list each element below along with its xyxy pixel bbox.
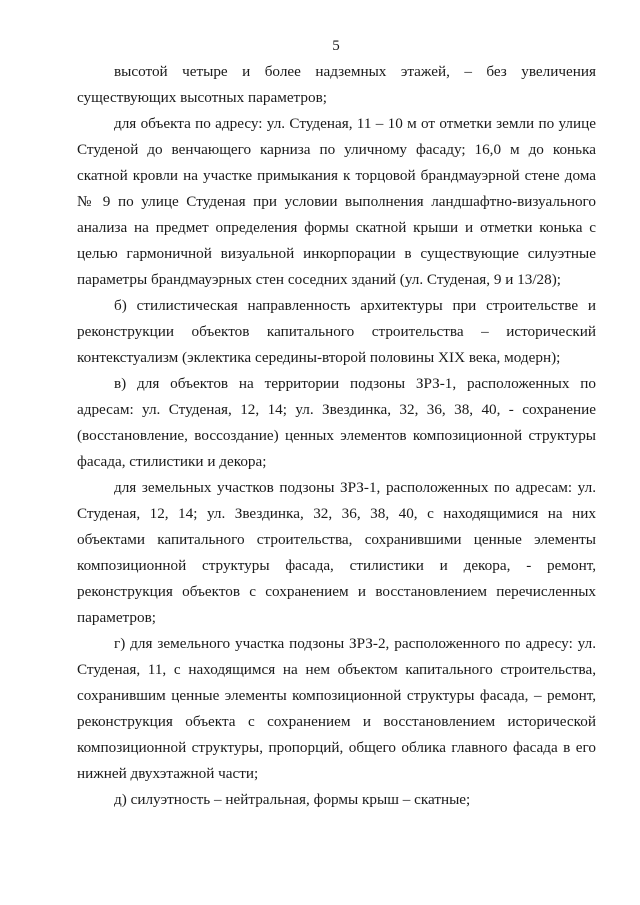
- paragraph-zrz1-objects: в) для объектов на территории подзоны ЗРЗ-1, расположенных по адресам: ул. Студеная, 12, 14; ул. Звездинка, 32, 36, 38, 40, - сохранение (восстановление, воссоздание) ценных элементов композиционной структуры фасада, стилистики и декора;: [77, 375, 596, 470]
- paragraph-height-limit-continuation: высотой четыре и более надземных этажей, – без увеличения существующих высотных параметров;: [77, 63, 596, 106]
- paragraph-zrz1-land-plots: для земельных участков подзоны ЗРЗ-1, расположенных по адресам: ул. Студеная, 12, 14; ул. Звездинка, 32, 36, 38, 40, с находящимися на них объектами капитального строительства, сохранившими ценные элементы композиционной структуры фасада, стилистики и декора, - ремонт, реконструкция объектов с сохранением и восстановлением перечисленных параметров;: [77, 479, 596, 626]
- paragraph-silhouette-roofs: д) силуэтность – нейтральная, формы крыш – скатные;: [114, 791, 471, 808]
- paragraph-architecture-style: б) стилистическая направленность архитектуры при строительстве и реконструкции объектов капитального строительства – исторический контекстуализм (эклектика середины-второй половины XIX века, модерн);: [77, 297, 596, 366]
- paragraph-studenaya-11-height: для объекта по адресу: ул. Студеная, 11 – 10 м от отметки земли по улице Студеной до венчающего карниза по уличному фасаду; 16,0 м до конька скатной кровли на участке примыкания к торцовой брандмауэрной стене дома № 9 по улице Студеная при условии выполнения ландшафтно-визуального анализа на предмет определения формы скатной крыши и отметки конька с целью гармоничной визуальной инкорпорации в существующие силуэтные параметры брандмауэрных стен соседних зданий (ул. Студеная, 9 и 13/28);: [77, 115, 596, 288]
- page-number: 5: [332, 38, 340, 54]
- document-body: [77, 59, 596, 813]
- paragraph-zrz2-land-plot: г) для земельного участка подзоны ЗРЗ-2, расположенного по адресу: ул. Студеная, 11, с находящимся на нем объектом капитального строительства, сохранившим ценные элементы композиционной структуры фасада, – ремонт, реконструкция объекта с сохранением и восстановлением исторической композиционной структуры, пропорций, общего облика главного фасада в его нижней двухэтажной части;: [77, 635, 596, 782]
